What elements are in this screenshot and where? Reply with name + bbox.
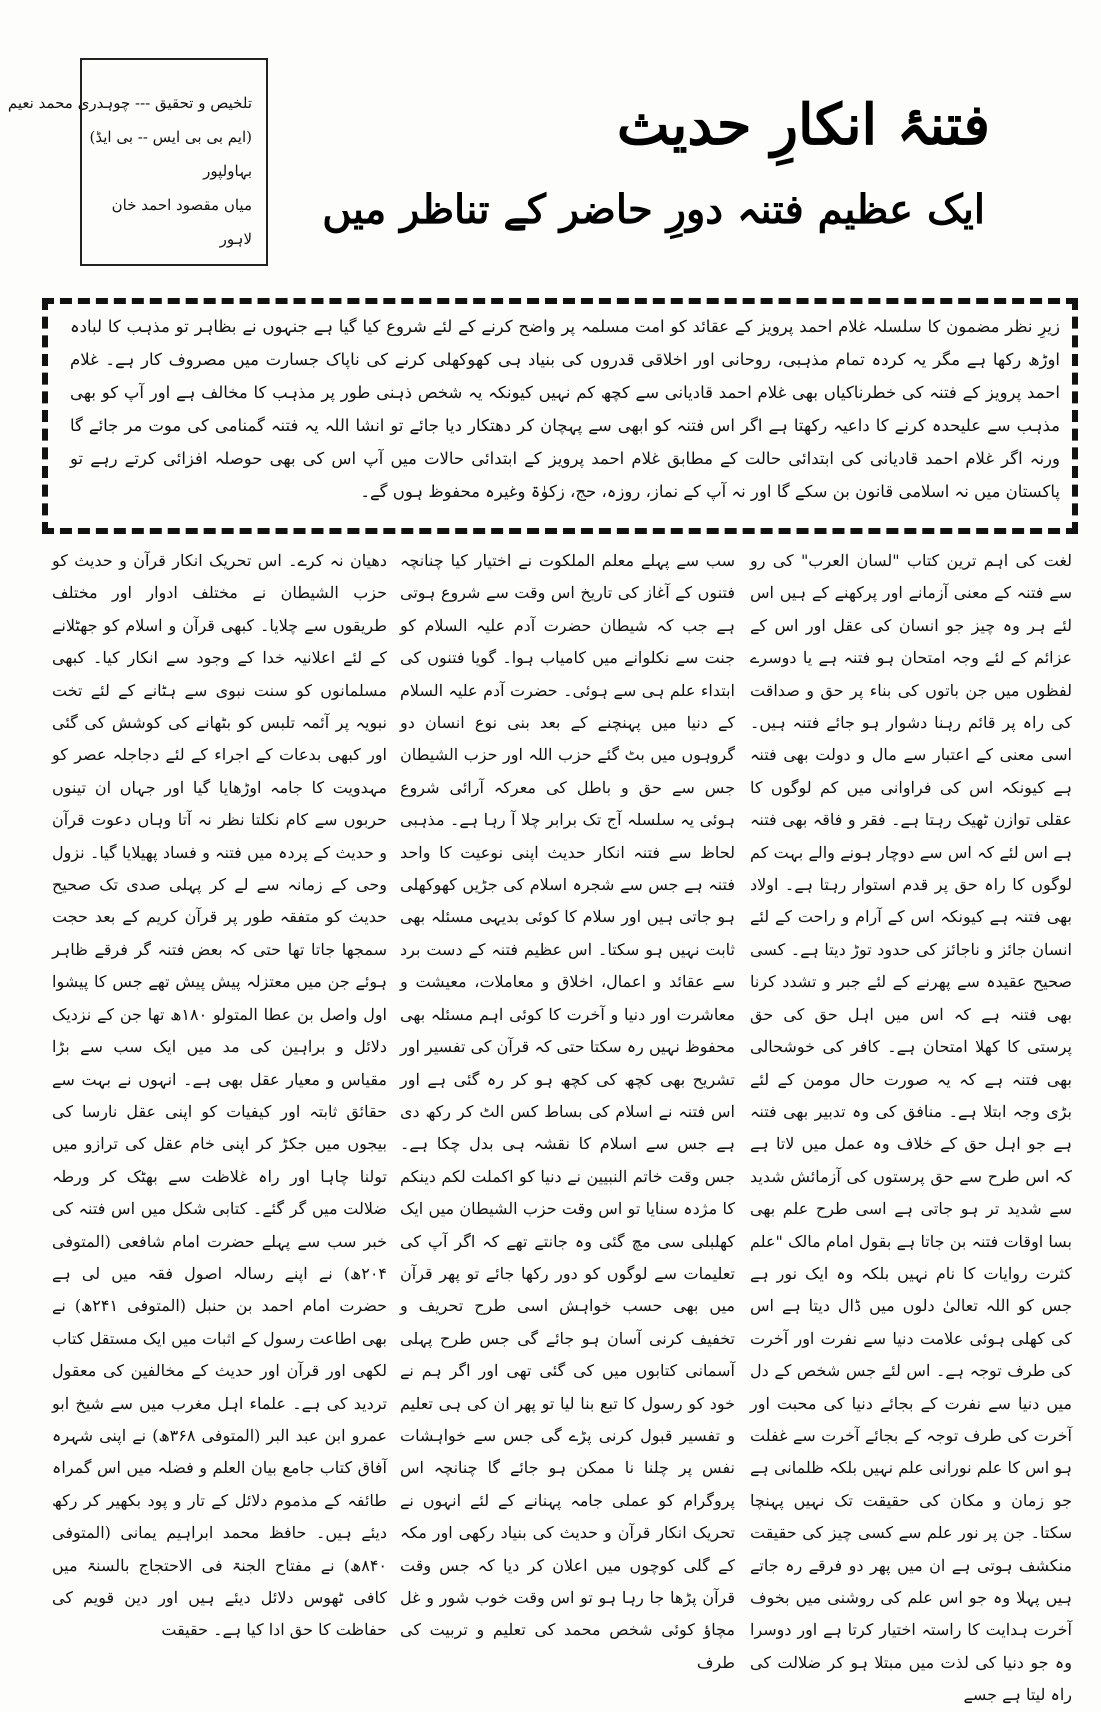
text-column-right — [750, 545, 1072, 1705]
article-subtitle: ایک عظیم فتنہ دورِ حاضر کے تناظر میں — [322, 186, 985, 233]
intro-paragraph: زیرِ نظر مضمون کا سلسلہ غلام احمد پرویز کے عقائد کو امت مسلمہ پر واضح کرنے کے لئے شروع کیا گیا ہے جنہوں نے بظاہر تو مذہب کا لبادہ اوڑھ رکھا ہے مگر یہ کردہ تمام مذہبی، روحانی اور اخلاقی قدروں کی بنیاد ہی کھوکھلی کرنے کی ناپاک جسارت میں مصروف کار ہے۔ غلام احمد پرویز کے فتنہ کی خطرناکیاں بھی غلام احمد قادیانی سے کچھ کم نہیں کیونکہ یہ شخص ذہنی طور پر مذہب کا مخالف ہے اور آپ کو بھی مذہب سے علیحدہ کرنے کا داعیہ رکھتا ہے اگر اس فتنہ کو ابھی سے پہچان کر دھتکار دیا جائے تو انشا اللہ یہ فتنہ گمنامی کی موت مر جائے گا ورنہ اگر غلام احمد قادیانی کی ابتدائی حالت کے مطابق غلام احمد پرویز کے ابتدائی حالات میں آپ اس کی بھی حوصلہ افزائی کرتے رہے تو پاکستان میں نہ اسلامی قانون بن سکے گا اور نہ آپ کے نماز، روزہ، حج، زکوٰۃ وغیرہ محفوظ ہوں گے۔ — [70, 317, 1060, 501]
credits-line-authors: تلخیص و تحقیق --- چوہدری محمد نعیم — [7, 94, 252, 112]
text-column-middle — [400, 545, 735, 1672]
credits-line-city-1: بہاولپور — [203, 162, 252, 180]
column-text: سب سے پہلے معلم الملکوت نے اختیار کیا چنانچہ فتنوں کے آغاز کی تاریخ اس وقت سے شروع ہوتی ہے جب کہ شیطان حضرت آدم علیہ السلام کو جنت سے نکلوانے میں کامیاب ہوا۔ گویا فتنوں کی ابتداء علم ہی سے ہوئی۔ حضرت آدم علیہ السلام کے دنیا میں پہنچنے کے بعد بنی نوع انسان دو گروہوں میں بٹ گئے حزب اللہ اور حزب الشیطان جس سے حق و باطل کی معرکہ آرائی شروع ہوئی یہ سلسلہ آج تک برابر چلا آ رہا ہے۔ مذہبی لحاظ سے فتنہ انکار حدیث اپنی نوعیت کا واحد فتنہ ہے جس سے شجرہ اسلام کی جڑیں کھوکھلی ہو جاتی ہیں اور سلام کا کوئی بدیہی مسئلہ بھی ثابت نہیں ہو سکتا۔ اس عظیم فتنہ کے دست برد سے عقائد و اعمال، اخلاق و معاملات، معیشت و معاشرت اور دنیا و آخرت کا کوئی اہم مسئلہ بھی محفوظ نہیں رہ سکتا حتی کہ قرآن کی تفسیر اور تشریح بھی کچھ کی کچھ ہو کر رہ گئی ہے اور اس فتنہ نے اسلام کی بساط کس الٹ کر رکھ دی ہے جس سے اسلام کا نقشہ ہی بدل چکا ہے۔ جس وقت خاتم النبیین نے دنیا کو اکملت لکم دینکم کا مژدہ سنایا تو اس وقت حزب الشیطان میں ایک کھلبلی سی مچ گئی وہ جانتے تھے کہ اگر آپ کی تعلیمات سے لوگوں کو دور رکھا جائے تو پھر قرآن میں بھی حسب خواہش اسی طرح تحریف و تخفیف کرنی آسان ہو جائے گی جس طرح پہلی آسمانی کتابوں میں کی گئی تھی اور اگر ہم نے خود کو رسول کا تبع بنا لیا تو پھر ان کی ہی تعلیم و تفسیر قبول کرنی پڑے گی جس سے خواہشات نفس پر چلنا نا ممکن ہو جائے گا چنانچہ اس پروگرام کو عملی جامہ پہنانے کے لئے انہوں نے تحریک انکار قرآن و حدیث کی بنیاد رکھی اور مکہ کے گلی کوچوں میں اعلان کر دیا کہ جس وقت قرآن پڑھا جا رہا ہو تو اس وقت خوب شور و غل مچاؤ کوئی شخص محمد کی تعلیم و تربیت کی طرف — [400, 551, 735, 1672]
article-title: فتنۂ انکارِ حدیث — [616, 92, 990, 158]
credits-box — [7, 58, 268, 266]
credits-line-city-2: لاہور — [219, 230, 252, 248]
credits-line-degrees: (ایم بی بی ایس -- بی ایڈ) — [89, 128, 252, 146]
column-text: دھیان نہ کرے۔ اس تحریک انکار قرآن و حدیث کو حزب الشیطان نے مختلف ادوار اور مختلف طریقوں سے چلایا۔ کبھی قرآن و اسلام کو جھٹلانے کے لئے اعلانیہ خدا کے وجود سے انکار کیا۔ کبھی مسلمانوں کو سنت نبوی سے ہٹانے کے لئے تخت نبویہ پر آئمہ تلبس کو بٹھانے کی کوشش کی گئی اور کبھی بدعات کے اجراء کے لئے دجاجلہ عصر کو مہدویت کا جامہ اوڑھایا گیا اور جہاں ان تینوں حربوں سے کام نکلتا نظر نہ آتا وہاں دعوت قرآن و حدیث کے پردہ میں فتنہ و فساد پھیلایا گیا۔ نزول وحی کے زمانہ سے لے کر پہلی صدی تک صحیح حدیث کو متفقہ طور پر قرآن کریم کے بعد حجت سمجھا جاتا تھا حتی کہ بعض فتنہ گر فرقے ظاہر ہوئے جن میں معتزلہ پیش پیش تھے جس کا پیشوا اول واصل بن عطا المتولو ۱۸۰ھ تھا جن کے نزدیک دلائل و براہین کی مد میں ایک سب سے بڑا مقیاس و معیار عقل بھی ہے۔ انہوں نے بہت سے حقائق ثابتہ اور کیفیات کو اپنی عقل نارسا کی بیجوں میں جکڑ کر اپنی خام عقل کی ترازو میں تولنا چاہا اور راہ غلاظت سے بھٹک کر ورطہ ضلالت میں گر گئے۔ کتابی شکل میں اس فتنہ کی خبر سب سے پہلے حضرت امام شافعی (المتوفی ۲۰۴ھ) نے اپنے رسالہ اصول فقہ میں لی ہے حضرت امام احمد بن حنبل (المتوفی ۲۴۱ھ) نے بھی اطاعت رسول کے اثبات میں ایک مستقل کتاب لکھی اور قرآن اور حدیث کے مخالفین کی معقول تردید کی ہے۔ علماء اہل مغرب میں سے شیخ ابو عمرو ابن عبد البر (المتوفی ۳۶۸ھ) نے اپنی شہرہ آفاق کتاب جامع بیان العلم و فضلہ میں اس گمراہ طائفہ کے مذموم دلائل کے تار و پود بکھیر کر رکھ دیئے ہیں۔ حافظ محمد ابراہیم یمانی (المتوفی ۸۴۰ھ) نے مفتاح الجنۃ فی الاحتجاج بالسنۃ میں کافی ٹھوس دلائل دیئے ہیں اور دین قویم کی حفاظت کا حق ادا کیا ہے۔ حقیقت — [52, 551, 388, 1640]
credits-line-author-2: میاں مقصود احمد خان — [111, 196, 252, 214]
text-column-left — [52, 545, 388, 1640]
column-text: لغت کی اہم ترین کتاب "لسان العرب" کی رو سے فتنہ کے معنی آزمانے اور پرکھنے کے ہیں اس لئے ہر وہ چیز جو انسان کی عقل اور اس کے عزائم کے لئے وجہ امتحان ہو فتنہ ہے یا دوسرے لفظوں میں جن باتوں کی بناء پر حق و صداقت کی راہ پر قائم رہنا دشوار ہو جائے فتنہ ہیں۔ اسی معنی کے اعتبار سے مال و دولت بھی فتنہ ہے کیونکہ اس کی فراوانی میں کم لوگوں کا عقلی توازن ٹھیک رہتا ہے۔ فقر و فاقہ بھی فتنہ ہے اس لئے کہ اس سے دوچار ہونے والے بہت کم لوگوں کا راہ حق پر قدم استوار رہتا ہے۔ اولاد بھی فتنہ ہے کیونکہ اس کے آرام و راحت کے لئے انسان جائز و ناجائز کی حدود توڑ دیتا ہے۔ کسی صحیح عقیدہ سے پھرنے کے لئے جبر و تشدد کرنا بھی فتنہ ہے کہ اس میں اہل حق کی حق پرستی کا کھلا امتحان ہے۔ کافر کی خوشحالی بھی فتنہ ہے کہ یہ صورت حال مومن کے لئے بڑی وجہ ابتلا ہے۔ منافق کی وہ تدبیر بھی فتنہ ہے جو اہل حق کے خلاف وہ عمل میں لاتا ہے کہ اس طرح سے حق پرستوں کی آزمائش شدید سے شدید تر ہو جاتی ہے اسی طرح علم بھی بسا اوقات فتنہ بن جاتا ہے بقول امام مالک "علم کثرت روایات کا نام نہیں بلکہ وہ ایک نور ہے جس کو اللہ تعالیٰ دلوں میں ڈال دیتا ہے اس کی کھلی ہوئی علامت دنیا سے نفرت اور آخرت کی طرف توجہ ہے۔ اس لئے جس شخص کے دل میں دنیا سے نفرت کے بجائے دنیا کی محبت اور آخرت کی طرف توجہ کے بجائے آخرت سے غفلت ہو اس کا علم نورانی علم نہیں بلکہ ظلمانی ہے جو زمان و مکان کی حقیقت تک نہیں پہنچا سکتا۔ جن پر نور علم سے کسی چیز کی حقیقت منکشف ہوتی ہے ان میں پھر دو فرقے رہ جاتے ہیں پہلا وہ جو اس علم کی روشنی میں بخوف آخرت ہدایت کا راستہ اختیار کرتا ہے اور دوسرا وہ جو دنیا کی لذت میں مبتلا ہو کر ضلالت کی راہ لیتا ہے جسے — [750, 551, 1072, 1705]
